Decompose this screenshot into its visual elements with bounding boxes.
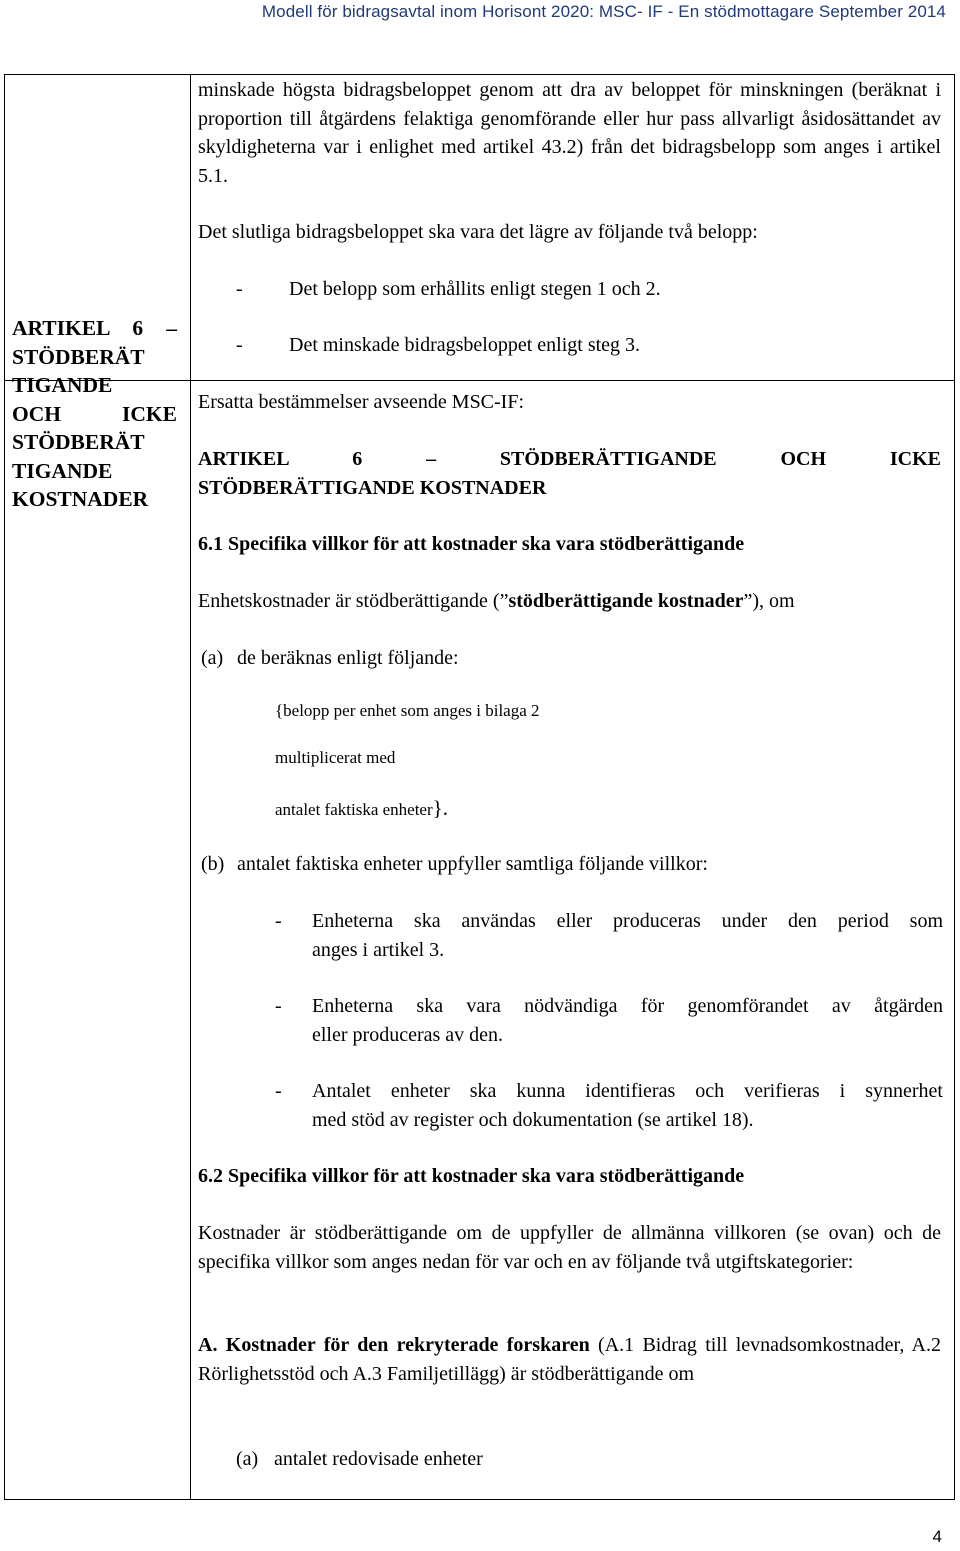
replacement-intro: Ersatta bestämmelser avseende MSC-IF: [198,391,525,413]
top-paragraph-1: minskade högsta bidragsbeloppet genom att dra av beloppet för minskningen (beräknat i proportion till åtgärdens felaktiga genomförande eller hur pass allvarligt åsidosättandet av skyldigheterna var i enlighet med artikel 43.2) från det bidragsbelopp som anges i artikel 5.1. [198,79,941,187]
section-6-2-heading: 6.2 Specifika villkor för att kostnader ska vara stödberättigande [198,1165,745,1187]
formula-line-1: {belopp per enhet som anges i bilaga 2 [275,701,540,720]
formula-line-2: multiplicerat med [275,748,396,767]
left-heading-line: STÖDBERÄT [12,430,145,454]
left-heading-line: OCH ICKE [12,401,177,426]
category-a-item-a: (a) antalet redovisade enheter [236,1448,483,1470]
condition-item: - Enheterna ska vara nödvändiga för genomförandet av åtgärden eller produceras av den. [275,995,943,1046]
condition-item: - Antalet enheter ska kunna identifieras och verifieras i synnerhet med stöd av register och dokumentation (se artikel 18). [275,1080,943,1131]
article-6-title: ARTIKEL 6 – STÖDBERÄTTIGANDE OCH ICKE STÖDBERÄTTIGANDE KOSTNADER [198,448,941,499]
top-bullet-1: - Det belopp som erhållits enligt stegen 1 och 2. [236,278,661,300]
section-6-1-heading: 6.1 Specifika villkor för att kostnader ska vara stödberättigande [198,533,745,555]
category-a-paragraph: A. Kostnader för den rekryterade forskaren (A.1 Bidrag till levnadsomkostnader, A.2 Rörlighetsstöd och A.3 Familjetillägg) är stödberättigande om [198,1334,941,1385]
left-heading-line: TIGANDE [12,373,113,397]
left-heading-line: KOSTNADER [12,487,149,511]
document-header-title: Modell för bidragsavtal inom Horisont 2020: MSC- IF - En stödmottagare September 2014 [261,2,946,21]
article-6-left-heading [12,314,177,514]
left-heading-line: STÖDBERÄT [12,344,145,369]
top-paragraph-2: Det slutliga bidragsbeloppet ska vara det lägre av följande två belopp: [198,221,758,243]
section-6-2-text: Kostnader är stödberättigande om de uppfyller de allmänna villkoren (se ovan) och de specifika villkor som anges nedan för var och en av följande två utgiftskategorier: [198,1222,941,1273]
condition-item: - Enheterna ska användas eller produceras under den period som anges i artikel 3. [275,910,943,961]
item-a: (a) de beräknas enligt följande: [201,647,459,669]
item-b: (b) antalet faktiska enheter uppfyller samtliga följande villkor: [201,853,708,875]
formula-line-3: antalet faktiska enheter}. [275,796,448,820]
left-heading-line: ARTIKEL 6 – [12,316,177,340]
left-heading-line: TIGANDE [12,458,113,483]
top-bullet-2: - Det minskade bidragsbeloppet enligt steg 3. [236,334,641,356]
page-number: 4 [932,1527,942,1546]
section-6-1-text: Enhetskostnader är stödberättigande (”stödberättigande kostnader”), om [198,590,795,612]
column-divider [190,75,191,1499]
